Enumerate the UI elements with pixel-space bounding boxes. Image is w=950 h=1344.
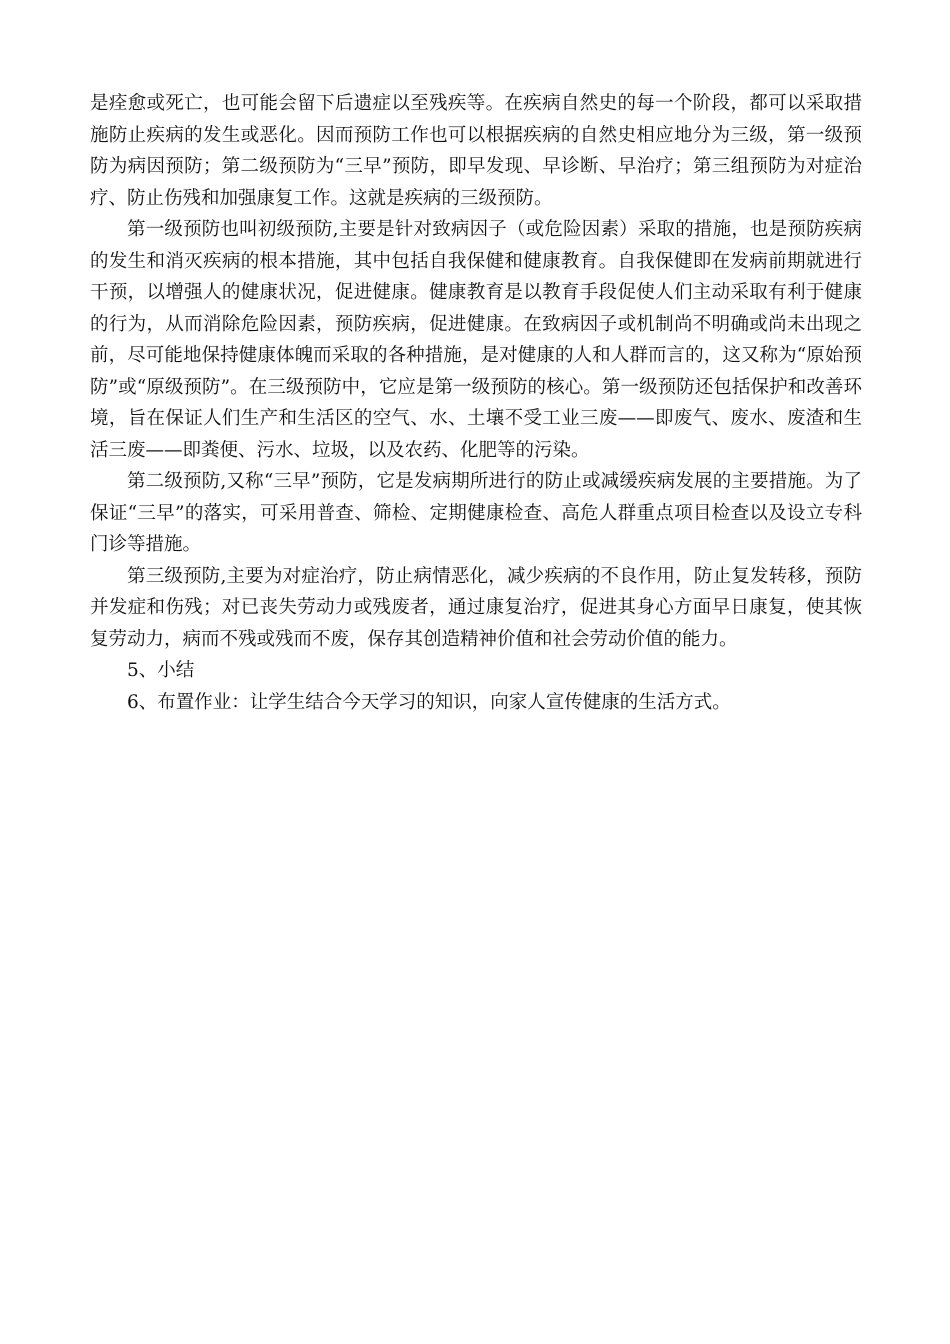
section-summary: 5、小结 [127,660,195,681]
paragraph-primary-prevention: 第一级预防也叫初级预防,主要是针对致病因子（或危险因素）采取的措施，也是预防疾病的发生和消灭疾病的根本措施，其中包括自我保健和健康教育。自我保健即在发病前期就进行干预，以增强人的健康状况，促进健康。健康教育是以教育手段促使人们主动采取有利于健康的行为，从而消除危险因素，预防疾病，促进健康。在致病因子或机制尚不明确或尚未出现之前，尽可能地保持健康体魄而采取的各种措施，是对健康的人和人群而言的，这又称为“原始预防”或“原级预防”。在三级预防中，它应是第一级预防的核心。第一级预防还包括保护和改善环境，旨在保证人们生产和生活区的空气、水、土壤不受工业三废——即废气、废水、废渣和生活三废——即粪便、污水、垃圾，以及农药、化肥等的污染。 [90,219,862,461]
paragraph-secondary-prevention: 第二级预防,又称“三早”预防，它是发病期所进行的防止或减缓疾病发展的主要措施。为了保证“三早”的落实，可采用普查、筛检、定期健康检查、高危人群重点项目检查以及设立专科门诊等措施。 [90,471,862,555]
paragraph-continuation: 是痊愈或死亡，也可能会留下后遗症以至残疾等。在疾病自然史的每一个阶段，都可以采取措施防止疾病的发生或恶化。因而预防工作也可以根据疾病的自然史相应地分为三级，第一级预防为病因预防；第二级预防为“三早”预防，即早发现、早诊断、早治疗；第三组预防为对症治疗、防止伤残和加强康复工作。这就是疾病的三级预防。 [90,93,862,209]
paragraph-tertiary-prevention: 第三级预防,主要为对症治疗，防止病情恶化，减少疾病的不良作用，防止复发转移，预防并发症和伤残；对已丧失劳动力或残废者，通过康复治疗，促进其身心方面早日康复，使其恢复劳动力，病而不残或残而不废，保存其创造精神价值和社会劳动价值的能力。 [90,565,862,650]
document-body [90,88,862,718]
section-homework: 6、布置作业：让学生结合今天学习的知识，向家人宣传健康的生活方式。 [127,691,731,713]
